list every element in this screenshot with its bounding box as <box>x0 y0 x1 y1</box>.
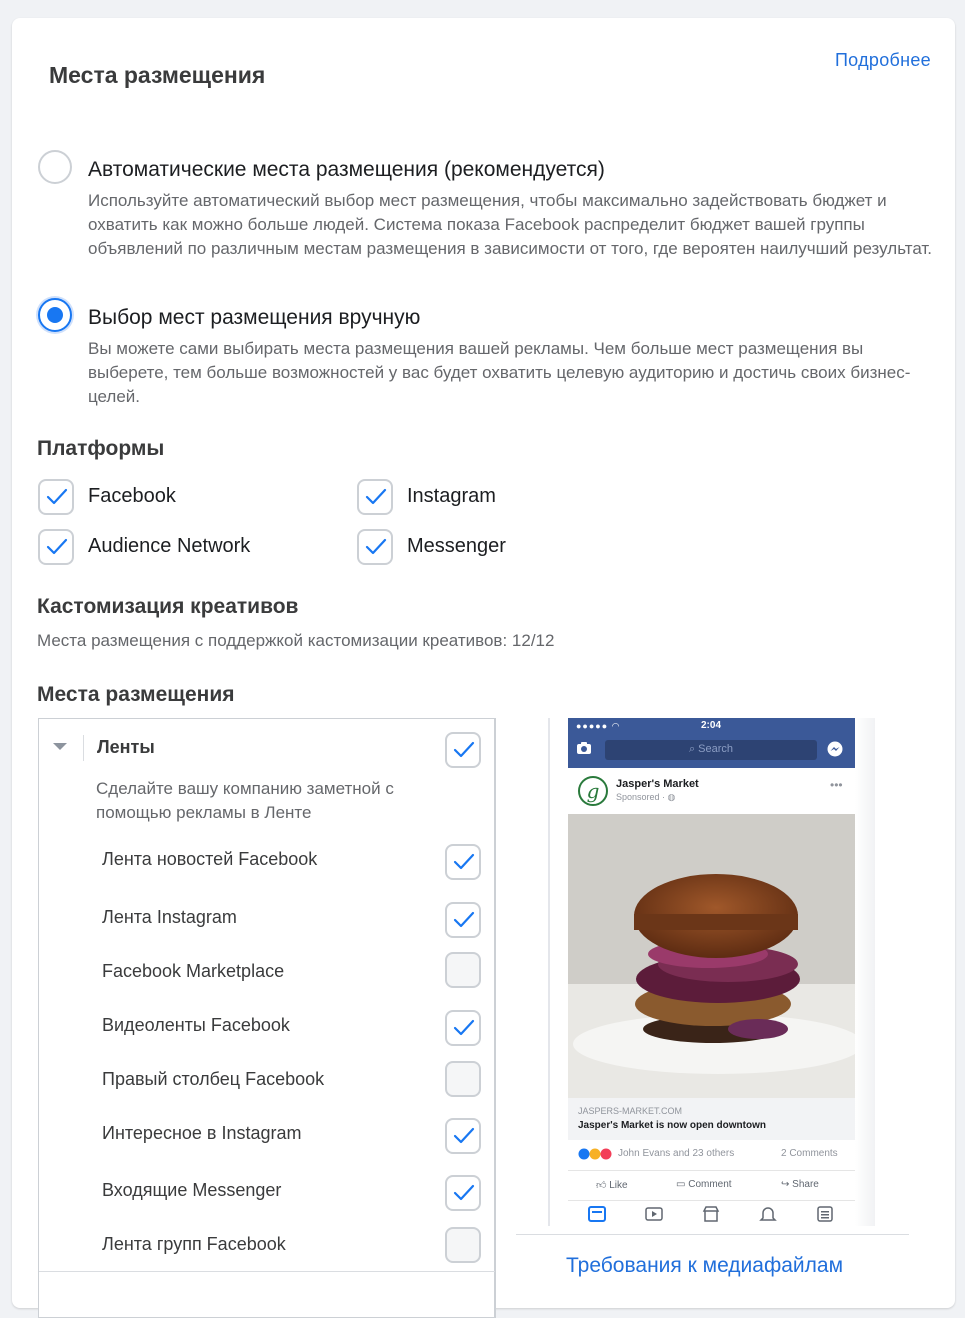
messenger-icon <box>827 741 843 757</box>
platforms-title: Платформы <box>37 437 165 460</box>
menu-tab-icon <box>816 1205 834 1223</box>
post-image <box>568 814 855 1098</box>
manual-placements-title: Выбор мест размещения вручную <box>88 306 421 329</box>
checkmark-icon <box>453 1127 475 1145</box>
status-time: 2:04 <box>701 720 722 731</box>
globe-icon: ◍ <box>667 792 676 802</box>
checkmark-icon <box>453 911 475 929</box>
comment-icon: ▭ <box>676 1179 686 1190</box>
feeds-group-checkbox[interactable] <box>445 732 481 768</box>
reactions-row <box>568 1144 855 1166</box>
collapse-caret-icon[interactable] <box>53 743 67 750</box>
placement-fb-news-feed-checkbox[interactable] <box>445 844 481 880</box>
divider <box>39 1271 495 1272</box>
media-requirements-link[interactable]: Требования к медиафайлам <box>566 1254 844 1277</box>
customization-subtitle: Места размещения с поддержкой кастомизации креативов: 12/12 <box>37 631 555 650</box>
placement-item-label: Интересное в Instagram <box>102 1123 302 1143</box>
placement-item-label: Видеоленты Facebook <box>102 1015 290 1035</box>
placement-ig-explore-checkbox[interactable] <box>445 1118 481 1154</box>
marketplace-tab-icon <box>702 1205 720 1223</box>
placement-ig-feed-checkbox[interactable] <box>445 902 481 938</box>
sponsored-post <box>568 768 855 1226</box>
page-logo: g <box>578 776 608 806</box>
platform-messenger-label: Messenger <box>407 535 506 557</box>
checkmark-icon <box>365 538 387 556</box>
platform-messenger-checkbox[interactable] <box>357 529 393 565</box>
manual-placements-description: Вы можете сами выбирать места размещения вашей рекламы. Чем больше мест размещения вы выберете, тем больше возможностей у вас будет охватить целевую аудиторию и достичь своих бизнес-целей. <box>88 339 911 406</box>
camera-icon <box>576 741 592 755</box>
watch-tab-icon <box>645 1205 663 1223</box>
bottom-tab-bar <box>568 1200 855 1226</box>
placement-fb-marketplace-checkbox[interactable] <box>445 952 481 988</box>
automatic-placements-radio[interactable] <box>38 150 72 184</box>
checkmark-icon <box>453 1019 475 1037</box>
divider <box>516 1234 909 1235</box>
placement-fb-groups-feed-checkbox[interactable] <box>445 1227 481 1263</box>
placement-item-label: Лента Instagram <box>102 907 237 927</box>
automatic-placements-title: Автоматические места размещения (рекомендуется) <box>88 158 605 181</box>
placement-item-label: Правый столбец Facebook <box>102 1069 325 1089</box>
platform-audience-network-checkbox[interactable] <box>38 529 74 565</box>
manual-placements-radio[interactable] <box>38 298 72 332</box>
placement-item-label: Лента новостей Facebook <box>102 849 318 869</box>
share-button: ↪ Share <box>781 1179 819 1190</box>
placement-item-label: Facebook Marketplace <box>102 961 285 981</box>
link-domain: JASPERS-MARKET.COM <box>578 1106 683 1116</box>
phone-frame <box>548 718 550 1226</box>
search-placeholder: ⌕ Search <box>688 743 734 755</box>
checkmark-icon <box>365 488 387 506</box>
share-icon: ↪ <box>781 1179 790 1190</box>
automatic-placements-description: Используйте автоматический выбор мест размещения, чтобы максимально задействовать бюджет и охватить как можно больше людей. Система показа Facebook распределит бюджет вашей группы объявлений по различным местам размещения в зависимости от того, где вероятен наилучший результат. <box>88 191 933 258</box>
placements-title: Места размещения <box>37 683 235 706</box>
feeds-group-label: Ленты <box>97 737 155 757</box>
more-options-icon: ••• <box>830 778 843 792</box>
platform-facebook-checkbox[interactable] <box>38 479 74 515</box>
notifications-tab-icon <box>759 1205 777 1223</box>
platform-facebook-label: Facebook <box>88 485 176 507</box>
like-icon: 👍︎ <box>596 1180 607 1191</box>
placement-item-label: Входящие Messenger <box>102 1180 282 1200</box>
placement-messenger-inbox-checkbox[interactable] <box>445 1175 481 1211</box>
placements-list <box>38 718 496 1318</box>
placement-item-label: Лента групп Facebook <box>102 1234 286 1254</box>
signal-icon: ●●●●● ◠ <box>576 721 621 731</box>
placement-fb-video-feeds-checkbox[interactable] <box>445 1010 481 1046</box>
comments-count: 2 Comments <box>781 1148 838 1159</box>
checkmark-icon <box>46 538 68 556</box>
checkmark-icon <box>453 741 475 759</box>
platform-instagram-checkbox[interactable] <box>357 479 393 515</box>
reactions-icon <box>578 1148 616 1160</box>
page-name: Jasper's Market <box>616 778 699 790</box>
news-feed-tab-icon <box>588 1205 606 1223</box>
burger-image-icon <box>568 814 855 1098</box>
post-actions <box>568 1170 855 1199</box>
placement-fb-right-column-checkbox[interactable] <box>445 1061 481 1097</box>
like-button: 👍︎ Like <box>596 1180 628 1191</box>
checkmark-icon <box>453 1184 475 1202</box>
divider <box>83 735 84 761</box>
ad-preview <box>548 718 875 1226</box>
link-title: Jasper's Market is now open downtown <box>578 1120 766 1131</box>
search-input <box>605 740 817 760</box>
feeds-group-description: Сделайте вашу компанию заметной с помощью рекламы в Ленте <box>96 779 394 822</box>
platform-instagram-label: Instagram <box>407 485 496 507</box>
comment-button: ▭ Comment <box>676 1179 732 1190</box>
checkmark-icon <box>46 488 68 506</box>
reactions-text: John Evans and 23 others <box>618 1148 735 1159</box>
customization-title: Кастомизация креативов <box>37 595 299 618</box>
phone-frame <box>855 718 875 1226</box>
link-preview <box>568 1098 855 1140</box>
facebook-top-bar <box>568 718 855 768</box>
page-title: Места размещения <box>49 62 266 88</box>
checkmark-icon <box>453 853 475 871</box>
learn-more-link[interactable]: Подробнее <box>834 50 931 70</box>
platform-audience-network-label: Audience Network <box>88 535 251 557</box>
sponsored-label: Sponsored · ◍ <box>616 792 676 802</box>
